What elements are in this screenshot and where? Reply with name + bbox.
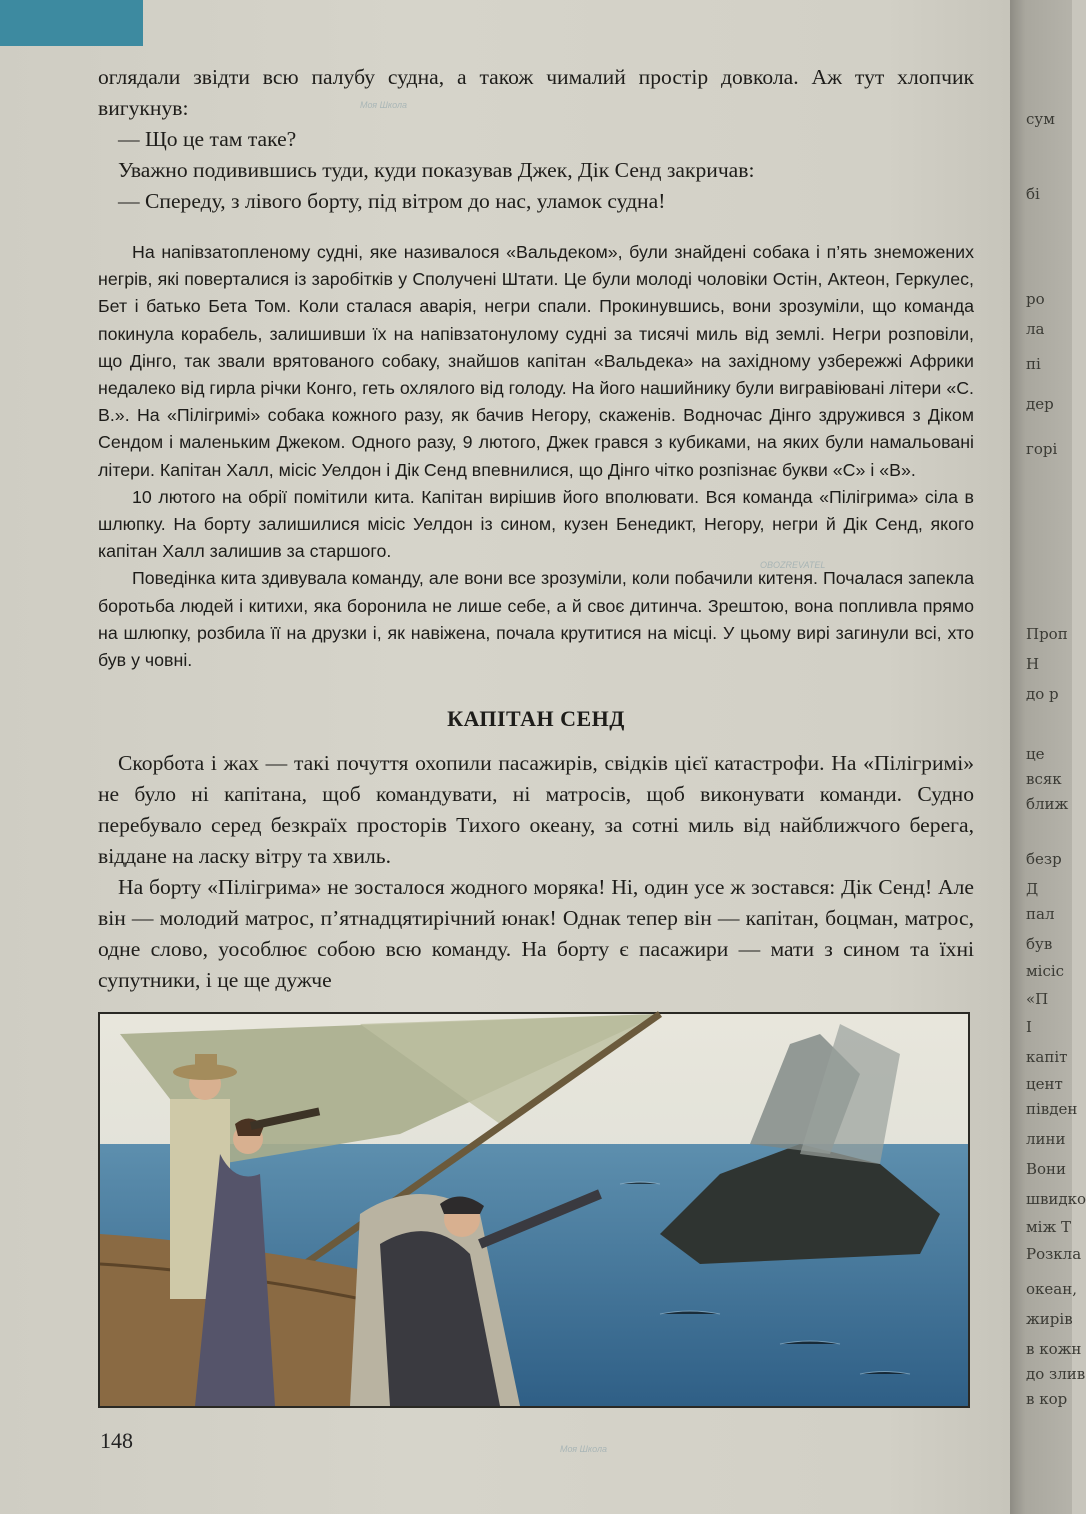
watermark-text: Моя Школа bbox=[560, 1444, 608, 1454]
next-page-fragment: бі bbox=[1026, 185, 1040, 203]
next-page-fragment: ла bbox=[1026, 320, 1045, 338]
watermark-text: OBOZREVATEL bbox=[760, 560, 826, 570]
next-page-fragment: в кор bbox=[1026, 1390, 1068, 1408]
summary-paragraph: Поведінка кита здивувала команду, але вони все зрозуміли, коли побачили китеня. Почалася запекла боротьба людей і китихи, яка боронила не лише себе, а й своє дитинча. Зрештою, вона попливла прямо на шлюпку, розбила її на друзки і, як навіжена, почала крутитися на місці. У цьому вирі загинули всі, хто був у човні. bbox=[98, 568, 974, 671]
next-page-fragment: між Т bbox=[1026, 1218, 1072, 1236]
next-page-fragment: І bbox=[1026, 1018, 1032, 1036]
narration-line: Уважно подивившись туди, куди показував Джек, Дік Сенд закричав: bbox=[118, 158, 755, 182]
next-page-edge bbox=[1010, 0, 1086, 1514]
illustration-image bbox=[100, 1014, 968, 1406]
section-paragraph: Скорбота і жах — такі почуття охопили пасажирів, свідків цієї катастрофи. На «Пілігримі» не було ні капітана, щоб командувати, ні матросів, щоб виконувати команди. Судно перебувало серед безкраїх просторів Тихого океану, за сотні миль від найближчого берега, віддане на ласку вітру та хвиль. bbox=[98, 751, 974, 869]
next-page-fragment: це bbox=[1026, 745, 1045, 763]
next-page-fragment: цент bbox=[1026, 1075, 1063, 1093]
next-page-fragment: жирів bbox=[1026, 1310, 1073, 1328]
next-page-fragment: в кожн bbox=[1026, 1340, 1082, 1358]
next-page-fragment: Вони bbox=[1026, 1160, 1067, 1178]
next-page-fragment: горі bbox=[1026, 440, 1058, 458]
summary-paragraph: 10 лютого на обрії помітили кита. Капітан вирішив його вполювати. Вся команда «Пілігрима» сіла в шлюпку. На борту залишилися місіс Уелдон із сином, кузен Бенедикт, Негору, негри й Дік Сенд, якого капітан Халл залишив за старшого. bbox=[98, 486, 974, 562]
next-page-fragment: пі bbox=[1026, 355, 1041, 373]
next-page-fragment: ро bbox=[1026, 290, 1045, 308]
next-page-fragment: був bbox=[1026, 935, 1053, 953]
dialog-line: — Що це там таке? bbox=[118, 127, 297, 151]
next-page-fragment: безр bbox=[1026, 850, 1062, 868]
opening-line: оглядали звідти всю палубу судна, а також чималий простір довкола. Аж тут хлопчик вигукнув: bbox=[98, 65, 974, 120]
next-page-fragment: океан, bbox=[1026, 1280, 1077, 1298]
watermark-text: Моя Школа bbox=[360, 100, 408, 110]
next-page-fragment: до р bbox=[1026, 685, 1059, 703]
next-page-fragment: Проп bbox=[1026, 625, 1068, 643]
next-page-fragment: Розкла bbox=[1026, 1245, 1082, 1263]
dialog-line: — Спереду, з лівого борту, під вітром до нас, уламок судна! bbox=[118, 189, 666, 213]
summary-paragraph: На напівзатопленому судні, яке називалося «Вальдеком», були знайдені собака і п’ять знеможених негрів, які поверталися із заробітків у Сполучені Штати. Це були молоді чоловіки Остін, Актеон, Геркулес, Бет і батько Бета Том. Коли сталася аварія, негри спали. Прокинувшись, вони зрозуміли, що команда покинула корабель, залишивши їх на напівзатонулому судні за тисячі миль від землі. Негри розповіли, що Дінго, так звали врятованого собаку, знайшов капітан «Вальдека» на західному узбережжі Африки недалеко від гирла річки Конго, геть охлялого від голоду. На його нашийнику були вигравіювані літери «С. В.». На «Пілігримі» собака кожного разу, як бачив Негору, скаженів. Водночас Дінго здружився з Діком Сендом і маленьким Джеком. Одного разу, 9 лютого, Джек грався з кубиками, на яких були намальовані літери. Капітан Халл, місіс Уелдон і Дік Сенд впевнилися, що Дінго чітко розпізнає букви «С» і «В». bbox=[98, 242, 974, 480]
next-page-fragment: «П bbox=[1026, 990, 1049, 1008]
next-page-fragment: лини bbox=[1026, 1130, 1066, 1148]
next-page-fragment: до злив bbox=[1026, 1365, 1086, 1383]
page-number: 148 bbox=[100, 1428, 133, 1453]
next-page-fragment: Д bbox=[1026, 880, 1039, 898]
corner-color-tab bbox=[0, 0, 143, 46]
next-page-fragment: півден bbox=[1026, 1100, 1078, 1118]
next-page-fragment: пал bbox=[1026, 905, 1055, 923]
next-page-fragment: місіс bbox=[1026, 962, 1065, 980]
next-page-fragment: сум bbox=[1026, 110, 1055, 128]
section-heading: КАПІТАН СЕНД bbox=[447, 706, 625, 732]
ship-illustration bbox=[98, 1012, 970, 1408]
next-page-fragment: швидко bbox=[1026, 1190, 1086, 1208]
page-text bbox=[98, 62, 974, 996]
next-page-fragment: всяк bbox=[1026, 770, 1062, 788]
next-page-fragment: Н bbox=[1026, 655, 1040, 673]
section-paragraph: На борту «Пілігрима» не зосталося жодного моряка! Ні, один усе ж зостався: Дік Сенд! Але він — молодий матрос, п’ятнадцятирічний юнак! Однак тепер він — капітан, боцман, матрос, одне слово, уособлює собою всю команду. На борту є пасажири — мати з сином та їхні супутники, і це ще дужче bbox=[98, 875, 974, 993]
next-page-fragment: ближ bbox=[1026, 795, 1069, 813]
next-page-fragment: капіт bbox=[1026, 1048, 1068, 1066]
next-page-fragment: дер bbox=[1026, 395, 1054, 413]
